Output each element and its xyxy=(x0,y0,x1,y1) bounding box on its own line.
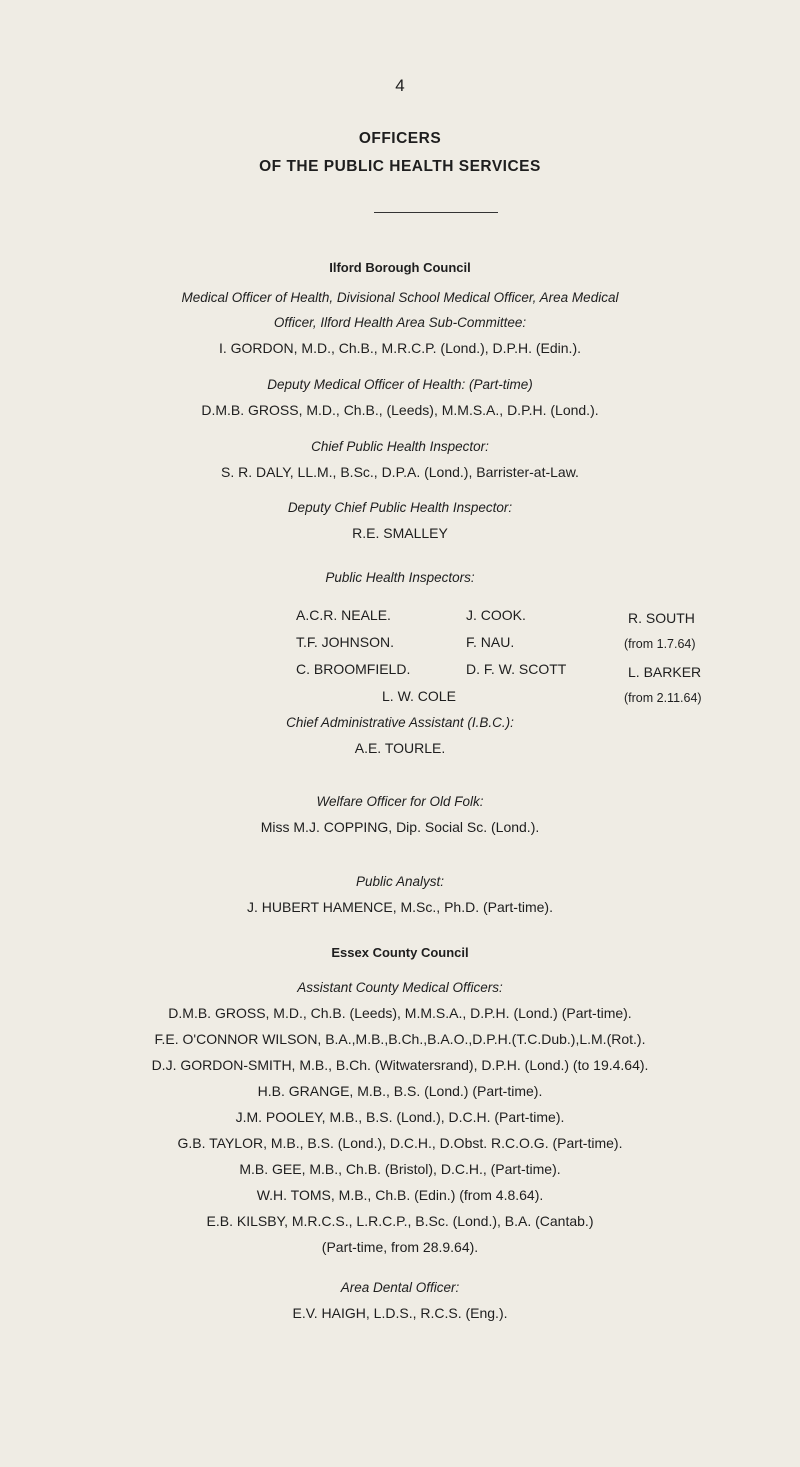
acmo-gross: D.M.B. GROSS, M.D., Ch.B. (Leeds), M.M.S.A., D.P.H. (Lond.) (Part-time). xyxy=(168,1005,632,1021)
page-number: 4 xyxy=(395,76,405,95)
inspector-nau: F. NAU. xyxy=(466,634,515,650)
title-divider xyxy=(374,212,498,213)
inspector-south-note: (from 1.7.64) xyxy=(624,637,696,651)
deputy-moh-role: Deputy Medical Officer of Health: (Part-time) xyxy=(267,377,533,392)
inspector-cole: L. W. COLE xyxy=(382,688,456,704)
inspector-barker-note: (from 2.11.64) xyxy=(624,691,702,705)
chief-phi-name: S. R. DALY, LL.M., B.Sc., D.P.A. (Lond.), Barrister-at-Law. xyxy=(221,464,579,480)
chief-phi-role: Chief Public Health Inspector: xyxy=(311,439,489,454)
acmo-wilson: F.E. O'CONNOR WILSON, B.A.,M.B.,B.Ch.,B.A.O.,D.P.H.(T.C.Dub.),L.M.(Rot.). xyxy=(154,1031,646,1047)
dental-role: Area Dental Officer: xyxy=(340,1280,460,1295)
deputy-moh-name: D.M.B. GROSS, M.D., Ch.B., (Leeds), M.M.S.A., D.P.H. (Lond.). xyxy=(201,402,599,418)
deputy-chief-phi-role: Deputy Chief Public Health Inspector: xyxy=(287,500,513,515)
acmo-toms: W.H. TOMS, M.B., Ch.B. (Edin.) (from 4.8.64). xyxy=(256,1187,544,1203)
acmo-taylor: G.B. TAYLOR, M.B., B.S. (Lond.), D.C.H., D.Obst. R.C.O.G. (Part-time). xyxy=(177,1135,623,1151)
ilford-heading: Ilford Borough Council xyxy=(329,260,471,275)
acmo-gordon-smith: D.J. GORDON-SMITH, M.B., B.Ch. (Witwatersrand), D.P.H. (Lond.) (to 19.4.64). xyxy=(151,1057,649,1073)
dental-name: E.V. HAIGH, L.D.S., R.C.S. (Eng.). xyxy=(292,1305,508,1321)
inspector-broomfield: C. BROOMFIELD. xyxy=(296,661,411,677)
chief-admin-role: Chief Administrative Assistant (I.B.C.): xyxy=(286,715,514,730)
title-line-1: OFFICERS xyxy=(358,130,442,147)
title-line-2: OF THE PUBLIC HEALTH SERVICES xyxy=(259,158,541,175)
inspector-neale: A.C.R. NEALE. xyxy=(296,607,391,623)
inspector-south: R. SOUTH xyxy=(628,610,695,626)
essex-heading: Essex County Council xyxy=(331,945,469,960)
chief-admin-name: A.E. TOURLE. xyxy=(354,740,446,756)
welfare-name: Miss M.J. COPPING, Dip. Social Sc. (Lond.). xyxy=(260,819,540,835)
inspector-cook: J. COOK. xyxy=(466,607,526,623)
acmo-grange: H.B. GRANGE, M.B., B.S. (Lond.) (Part-time). xyxy=(257,1083,543,1099)
analyst-role: Public Analyst: xyxy=(355,874,445,889)
moh-name: I. GORDON, M.D., Ch.B., M.R.C.P. (Lond.), D.P.H. (Edin.). xyxy=(218,340,581,356)
acmo-pooley: J.M. POOLEY, M.B., B.S. (Lond.), D.C.H. (Part-time). xyxy=(235,1109,565,1125)
deputy-chief-phi-name: R.E. SMALLEY xyxy=(352,525,448,541)
moh-role-line-2: Officer, Ilford Health Area Sub-Committee: xyxy=(273,315,527,330)
acmo-kilsby: E.B. KILSBY, M.R.C.S., L.R.C.P., B.Sc. (Lond.), B.A. (Cantab.) xyxy=(206,1213,594,1229)
phi-role: Public Health Inspectors: xyxy=(325,570,475,585)
moh-role-line-1: Medical Officer of Health, Divisional School Medical Officer, Area Medical xyxy=(181,290,619,305)
inspector-johnson: T.F. JOHNSON. xyxy=(296,634,395,650)
acmo-kilsby-note: (Part-time, from 28.9.64). xyxy=(321,1239,479,1255)
inspector-scott: D. F. W. SCOTT xyxy=(466,661,567,677)
acmo-gee: M.B. GEE, M.B., Ch.B. (Bristol), D.C.H., (Part-time). xyxy=(239,1161,561,1177)
welfare-role: Welfare Officer for Old Folk: xyxy=(316,794,484,809)
inspector-barker: L. BARKER xyxy=(628,664,702,680)
analyst-name: J. HUBERT HAMENCE, M.Sc., Ph.D. (Part-time). xyxy=(247,899,553,915)
acmo-role: Assistant County Medical Officers: xyxy=(297,980,503,995)
